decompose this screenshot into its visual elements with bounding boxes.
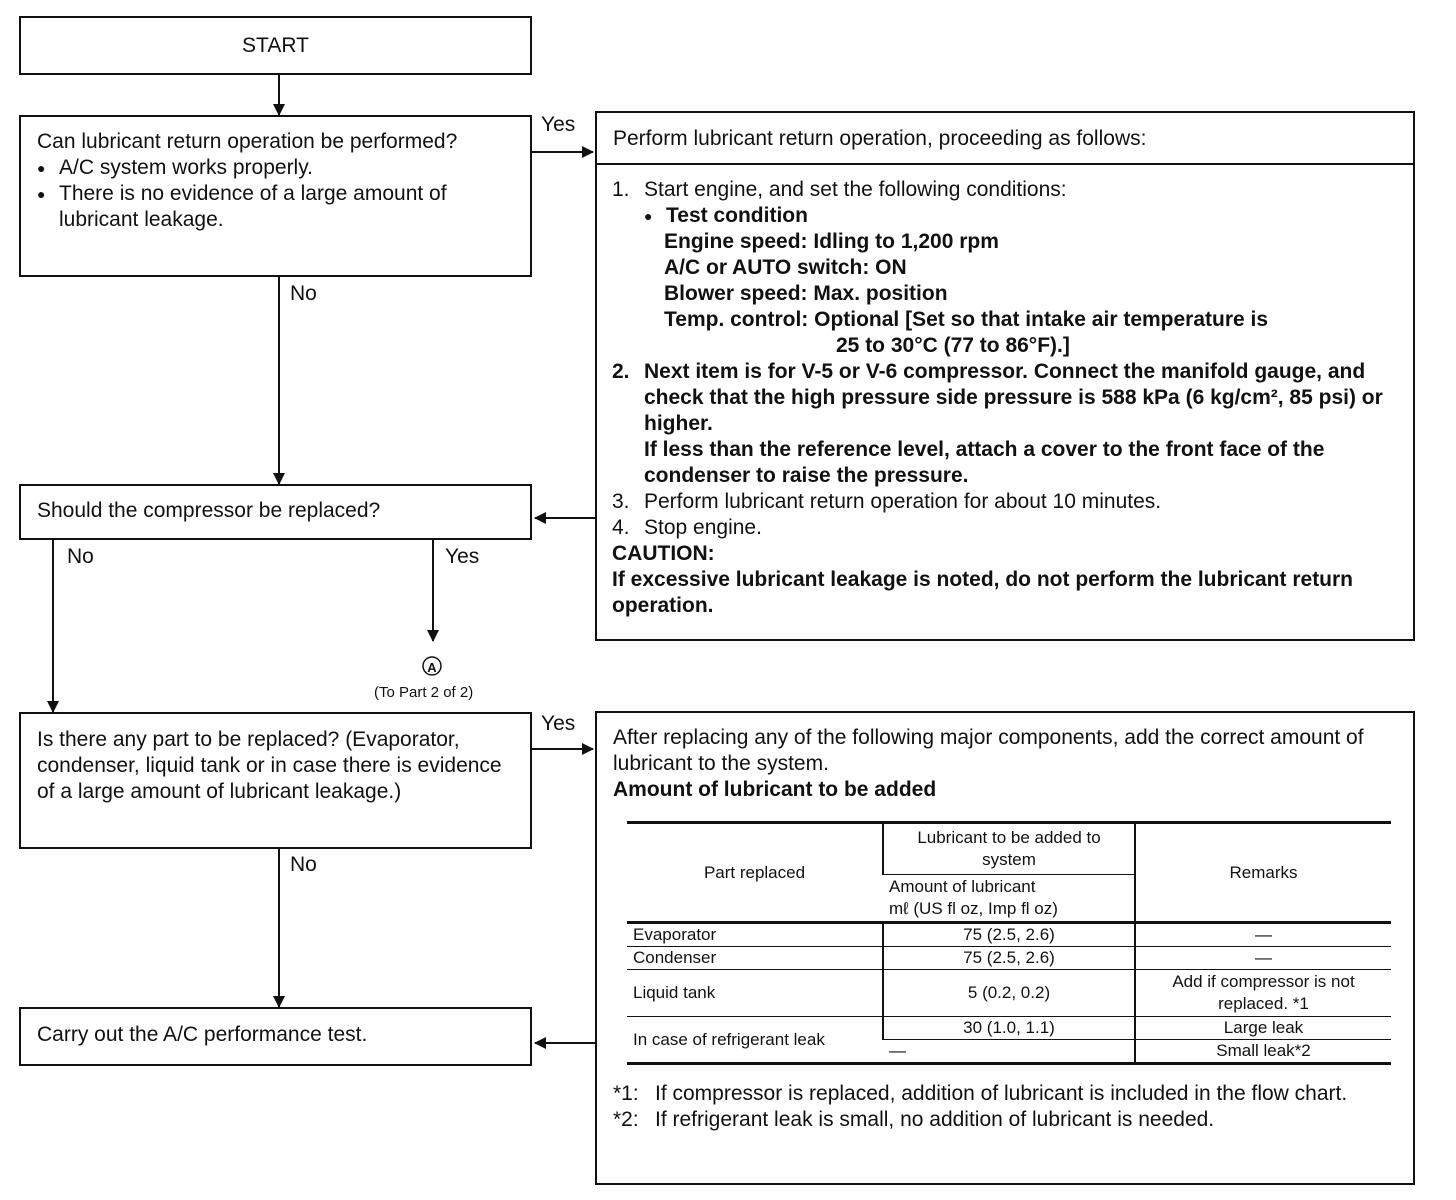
q1-question: Can lubricant return operation be performed?: [37, 130, 458, 153]
connector-a-label: A: [427, 660, 437, 675]
q2-yes-label: Yes: [445, 545, 480, 568]
q1-bullet: ● There is no evidence of a large amount of lubricant leakage.: [37, 181, 514, 233]
cell-part: Condenser: [627, 947, 883, 970]
return-operation-header: Perform lubricant return operation, proceeding as follows:: [597, 113, 1413, 165]
cell-amount: —: [883, 1040, 1135, 1064]
footnote-key: *2:: [613, 1108, 639, 1131]
q3-question: Is there any part to be replaced? (Evaporator, condenser, liquid tank or in case there is evidence of a large amount of lubricant leakage.): [37, 728, 502, 803]
col-header-amount-label: Amount of lubricant: [889, 877, 1036, 896]
step-2-body: [644, 359, 1397, 489]
step-number: 1.: [612, 178, 630, 201]
connector-a-note: (To Part 2 of 2): [374, 684, 474, 701]
footnote-2: [613, 1107, 1397, 1133]
add-lubricant-intro: After replacing any of the following major components, add the correct amount of lubricant to the system.: [613, 726, 1364, 775]
table-row: [627, 1017, 1391, 1040]
step-text: Start engine, and set the following conditions:: [644, 178, 1067, 201]
test-condition-list: [644, 203, 1397, 229]
cell-amount: 75 (2.5, 2.6): [883, 923, 1135, 947]
q2-box: [19, 484, 532, 540]
step-text: If less than the reference level, attach a cover to the front face of the condenser to raise the pressure.: [644, 438, 1325, 487]
start-box: [19, 16, 532, 75]
test-condition-block: [612, 203, 1397, 359]
caution-title: CAUTION:: [612, 542, 715, 565]
add-lubricant-title: Amount of lubricant to be added: [613, 778, 937, 801]
condition-line: Engine speed: Idling to 1,200 rpm: [664, 230, 999, 253]
condition-line: A/C or AUTO switch: ON: [664, 256, 907, 279]
step-4: [612, 515, 1397, 541]
col-header-remarks: Remarks: [1135, 823, 1391, 923]
q1-no-label: No: [290, 282, 317, 305]
cell-remark: —: [1135, 947, 1391, 970]
q1-bullets: [37, 155, 514, 233]
col-header-units: mℓ (US fl oz, Imp fl oz): [889, 899, 1058, 918]
step-text: Stop engine.: [644, 516, 762, 539]
step-1: [612, 177, 1397, 203]
table-row: [627, 970, 1391, 1017]
condition-line: Temp. control: Optional [Set so that intake air temperature is: [664, 308, 1269, 331]
cell-amount: 30 (1.0, 1.1): [883, 1017, 1135, 1040]
step-text: Perform lubricant return operation for about 10 minutes.: [644, 490, 1162, 513]
q3-yes-label: Yes: [541, 712, 576, 735]
cell-remark: Add if compressor is not replaced. *1: [1135, 970, 1391, 1017]
footnote-key: *1:: [613, 1082, 639, 1105]
col-header-added: Lubricant to be added to system: [883, 823, 1135, 875]
lubricant-table: [627, 821, 1391, 1065]
step-number: 2.: [612, 360, 630, 383]
cell-remark: Small leak*2: [1135, 1040, 1391, 1064]
q1-box: [19, 115, 532, 277]
col-header-amount: [883, 875, 1135, 923]
table-header-row: [627, 823, 1391, 875]
table-row: [627, 947, 1391, 970]
q1-bullet: ● A/C system works properly.: [37, 155, 514, 181]
q2-no-label: No: [67, 545, 94, 568]
condition-line: Blower speed: Max. position: [664, 282, 948, 305]
conditions: [644, 229, 1397, 359]
cell-part: Evaporator: [627, 923, 883, 947]
step-number: 3.: [612, 490, 630, 513]
cell-remark: Large leak: [1135, 1017, 1391, 1040]
step-text: Next item is for V-5 or V-6 compressor. Connect the manifold gauge, and check that the high pressure side pressure is 588 kPa (6 kg/cm², 85 psi) or higher.: [644, 360, 1383, 435]
add-lubricant-box: [595, 711, 1415, 1185]
q1-yes-label: Yes: [541, 113, 576, 136]
step-3: [612, 489, 1397, 515]
return-operation-steps: [597, 165, 1413, 619]
q2-question: Should the compressor be replaced?: [37, 499, 381, 522]
cell-amount: 5 (0.2, 0.2): [883, 970, 1135, 1017]
q3-no-label: No: [290, 853, 317, 876]
footnote-text: If compressor is replaced, addition of lubricant is included in the flow chart.: [655, 1082, 1348, 1105]
cell-amount: 75 (2.5, 2.6): [883, 947, 1135, 970]
caution-text: If excessive lubricant leakage is noted, do not perform the lubricant return operation.: [612, 568, 1354, 617]
q3-box: [19, 712, 532, 849]
final-box: [19, 1007, 532, 1066]
footnotes: [613, 1081, 1397, 1133]
cell-part: Liquid tank: [627, 970, 883, 1017]
step-number: 4.: [612, 516, 630, 539]
start-label: START: [242, 33, 309, 57]
test-condition-title: ● Test condition: [644, 203, 1397, 229]
table-row: [627, 923, 1391, 947]
footnote-1: [613, 1081, 1397, 1107]
footnote-text: If refrigerant leak is small, no addition of lubricant is needed.: [655, 1108, 1215, 1131]
final-action: Carry out the A/C performance test.: [37, 1023, 368, 1046]
step-2: [612, 359, 1397, 489]
condition-line: 25 to 30°C (77 to 86°F).]: [836, 334, 1070, 357]
return-operation-box: [595, 111, 1415, 641]
cell-remark: —: [1135, 923, 1391, 947]
col-header-part: Part replaced: [627, 823, 883, 923]
cell-part: In case of refrigerant leak: [627, 1017, 883, 1064]
